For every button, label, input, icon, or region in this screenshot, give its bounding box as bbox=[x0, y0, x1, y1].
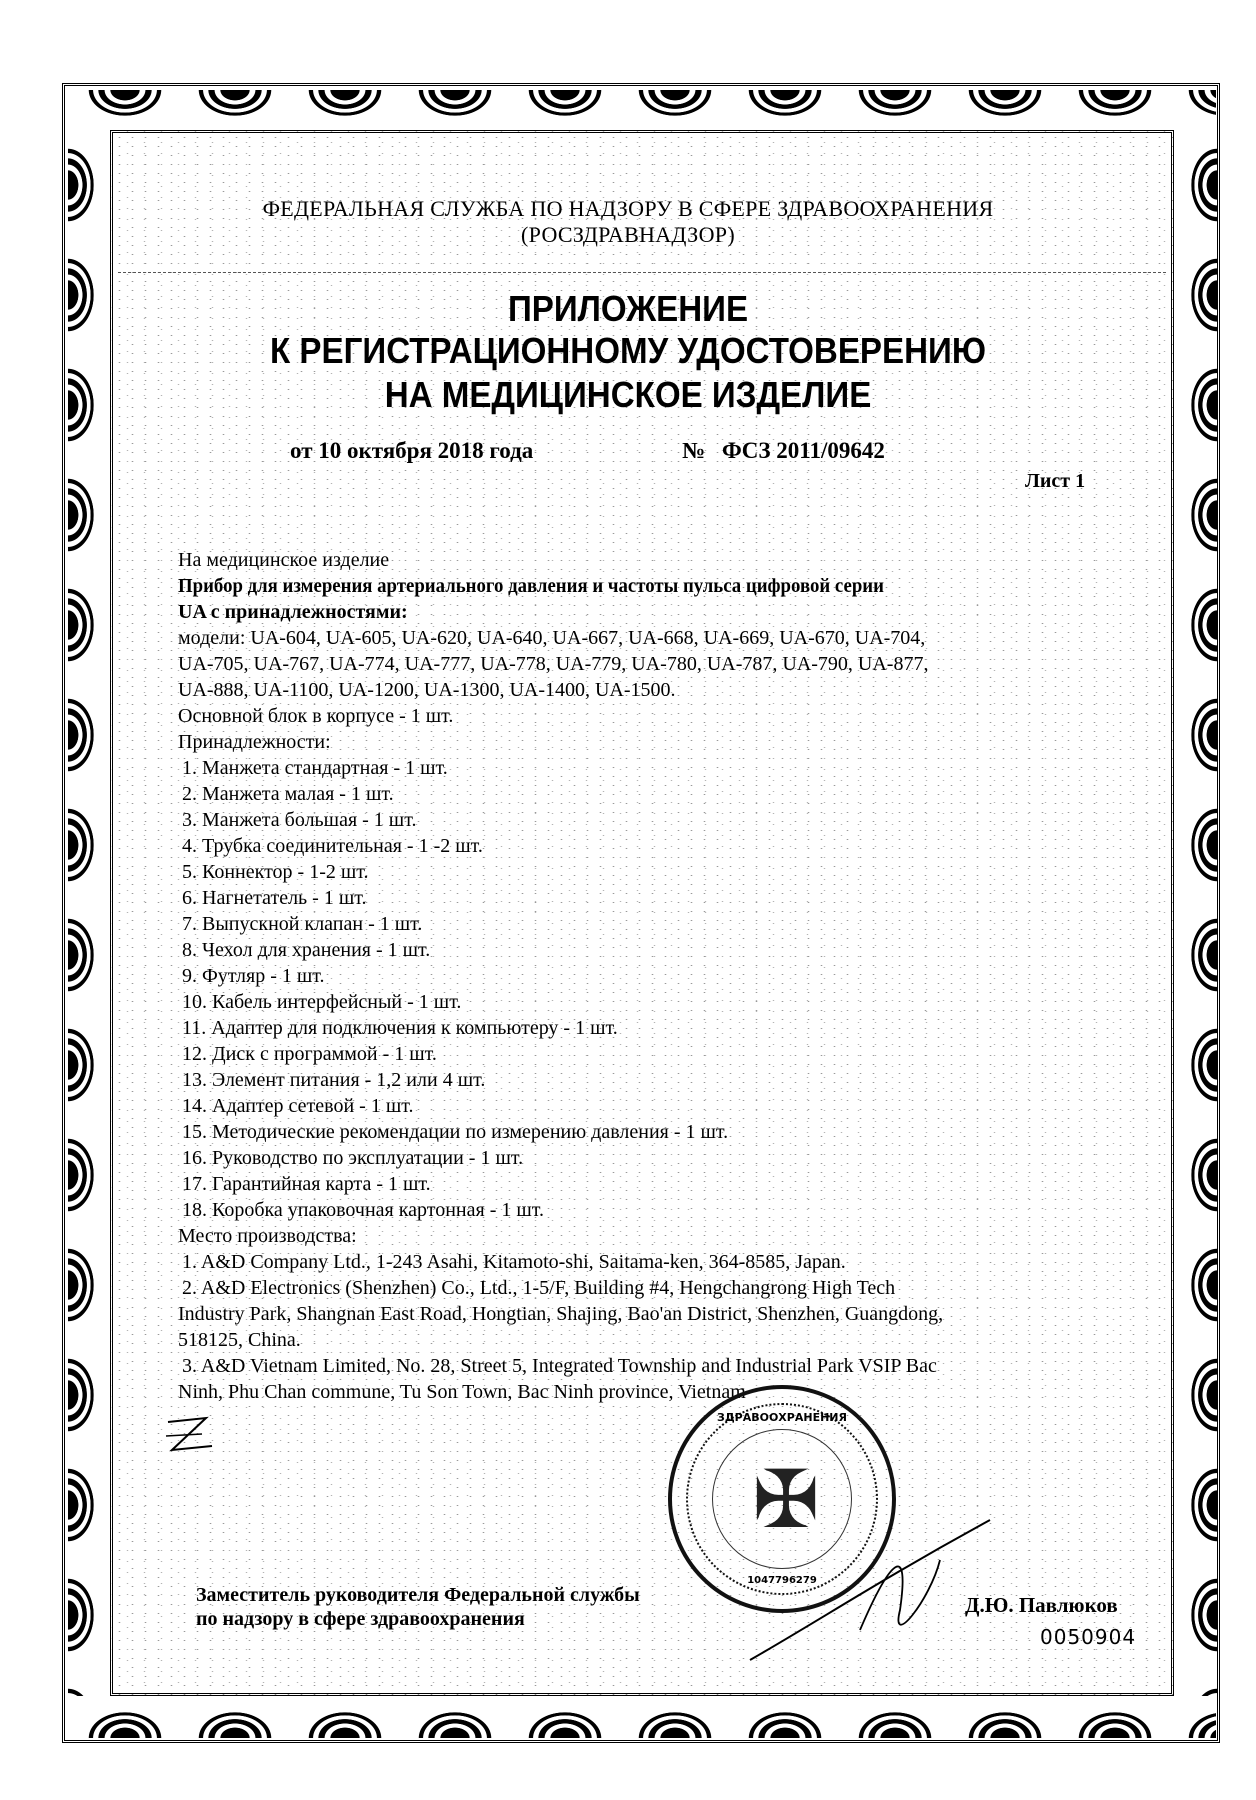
list-item: 4. Трубка соединительная - 1 -2 шт. bbox=[182, 835, 483, 857]
sheet-number: Лист 1 bbox=[1025, 470, 1086, 492]
list-item: 13. Элемент питания - 1,2 или 4 шт. bbox=[182, 1069, 486, 1091]
signatory-position-line-2: по надзору в сфере здравоохранения bbox=[196, 1608, 525, 1630]
production-site-2: 2. A&D Electronics (Shenzhen) Co., Ltd., 1-5/F, Building #4, Hengchangrong High Tech bbox=[182, 1277, 896, 1299]
seal-number: 1047796279 bbox=[747, 1575, 817, 1586]
device-name-line-2: UA с принадлежностями: bbox=[178, 601, 408, 623]
device-models-line-2: UA-705, UA-767, UA-774, UA-777, UA-778, UA-779, UA-780, UA-787, UA-790, UA-877, bbox=[178, 653, 929, 675]
main-unit: Основной блок в корпусе - 1 шт. bbox=[178, 705, 454, 727]
list-item: 18. Коробка упаковочная картонная - 1 шт. bbox=[182, 1199, 545, 1221]
initials-mark bbox=[162, 1410, 222, 1460]
list-item: 1. Манжета стандартная - 1 шт. bbox=[182, 757, 448, 779]
device-intro: На медицинское изделие bbox=[178, 549, 390, 571]
production-site-2-cont: Industry Park, Shangnan East Road, Hongtian, Shajing, Bao'an District, Shenzhen, Guangdong, bbox=[178, 1303, 944, 1325]
divider bbox=[118, 272, 1166, 273]
production-site-2-cont2: 518125, China. bbox=[178, 1329, 301, 1351]
list-item: 7. Выпускной клапан - 1 шт. bbox=[182, 913, 423, 935]
list-item: 6. Нагнетатель - 1 шт. bbox=[182, 887, 367, 909]
list-item: 12. Диск с программой - 1 шт. bbox=[182, 1043, 437, 1065]
list-item: 16. Руководство по эксплуатации - 1 шт. bbox=[182, 1147, 524, 1169]
production-site-1: 1. A&D Company Ltd., 1-243 Asahi, Kitamoto-shi, Saitama-ken, 364-8585, Japan. bbox=[182, 1251, 846, 1273]
production-site-3: 3. A&D Vietnam Limited, No. 28, Street 5, Integrated Township and Industrial Park VSIP Bac bbox=[182, 1355, 937, 1377]
list-item: 9. Футляр - 1 шт. bbox=[182, 965, 325, 987]
list-item: 17. Гарантийная карта - 1 шт. bbox=[182, 1173, 431, 1195]
list-item: 2. Манжета малая - 1 шт. bbox=[182, 783, 394, 805]
title-line-1: ПРИЛОЖЕНИЕ bbox=[507, 288, 749, 329]
production-label: Место производства: bbox=[178, 1225, 357, 1247]
signatory-position-line-1: Заместитель руководителя Федеральной службы bbox=[196, 1584, 640, 1606]
signatory-name: Д.Ю. Павлюков bbox=[965, 1593, 1118, 1617]
registration-number: ФСЗ 2011/09642 bbox=[722, 438, 885, 463]
list-item: 11. Адаптер для подключения к компьютеру - 1 шт. bbox=[182, 1017, 618, 1039]
seal-top-text: ЗДРАВООХРАНЕНИЯ bbox=[717, 1411, 847, 1424]
agency-name: ФЕДЕРАЛЬНАЯ СЛУЖБА ПО НАДЗОРУ В СФЕРЕ ЗДРАВООХРАНЕНИЯ bbox=[262, 196, 994, 221]
list-item: 8. Чехол для хранения - 1 шт. bbox=[182, 939, 431, 961]
registration-number-label: № bbox=[682, 438, 706, 463]
device-models-line-1: модели: UA-604, UA-605, UA-620, UA-640, UA-667, UA-668, UA-669, UA-670, UA-704, bbox=[178, 627, 926, 649]
title-line-2: К РЕГИСТРАЦИОННОМУ УДОСТОВЕРЕНИЮ bbox=[270, 330, 986, 371]
production-site-3-cont: Ninh, Phu Chan commune, Tu Son Town, Bac Ninh province, Vietnam bbox=[178, 1381, 746, 1403]
accessories-label: Принадлежности: bbox=[178, 731, 331, 753]
registration-date: от 10 октября 2018 года bbox=[290, 438, 534, 463]
device-models-line-3: UA-888, UA-1100, UA-1200, UA-1300, UA-1400, UA-1500. bbox=[178, 679, 676, 701]
list-item: 10. Кабель интерфейсный - 1 шт. bbox=[182, 991, 462, 1013]
list-item: 5. Коннектор - 1-2 шт. bbox=[182, 861, 369, 883]
form-serial-number: 0050904 bbox=[1040, 1625, 1137, 1649]
device-name-line-1: Прибор для измерения артериального давления и частоты пульса цифровой серии bbox=[178, 575, 884, 597]
list-item: 14. Адаптер сетевой - 1 шт. bbox=[182, 1095, 414, 1117]
signature-stroke bbox=[740, 1500, 1000, 1670]
ornamental-border-bottom bbox=[70, 1696, 1216, 1738]
eagle-emblem-icon: ✠ bbox=[752, 1457, 820, 1545]
ornamental-border-top bbox=[70, 90, 1216, 132]
agency-abbreviation: (РОСЗДРАВНАДЗОР) bbox=[521, 222, 735, 247]
list-item: 15. Методические рекомендации по измерению давления - 1 шт. bbox=[182, 1121, 729, 1143]
list-item: 3. Манжета большая - 1 шт. bbox=[182, 809, 417, 831]
title-line-3: НА МЕДИЦИНСКОЕ ИЗДЕЛИЕ bbox=[384, 374, 872, 415]
